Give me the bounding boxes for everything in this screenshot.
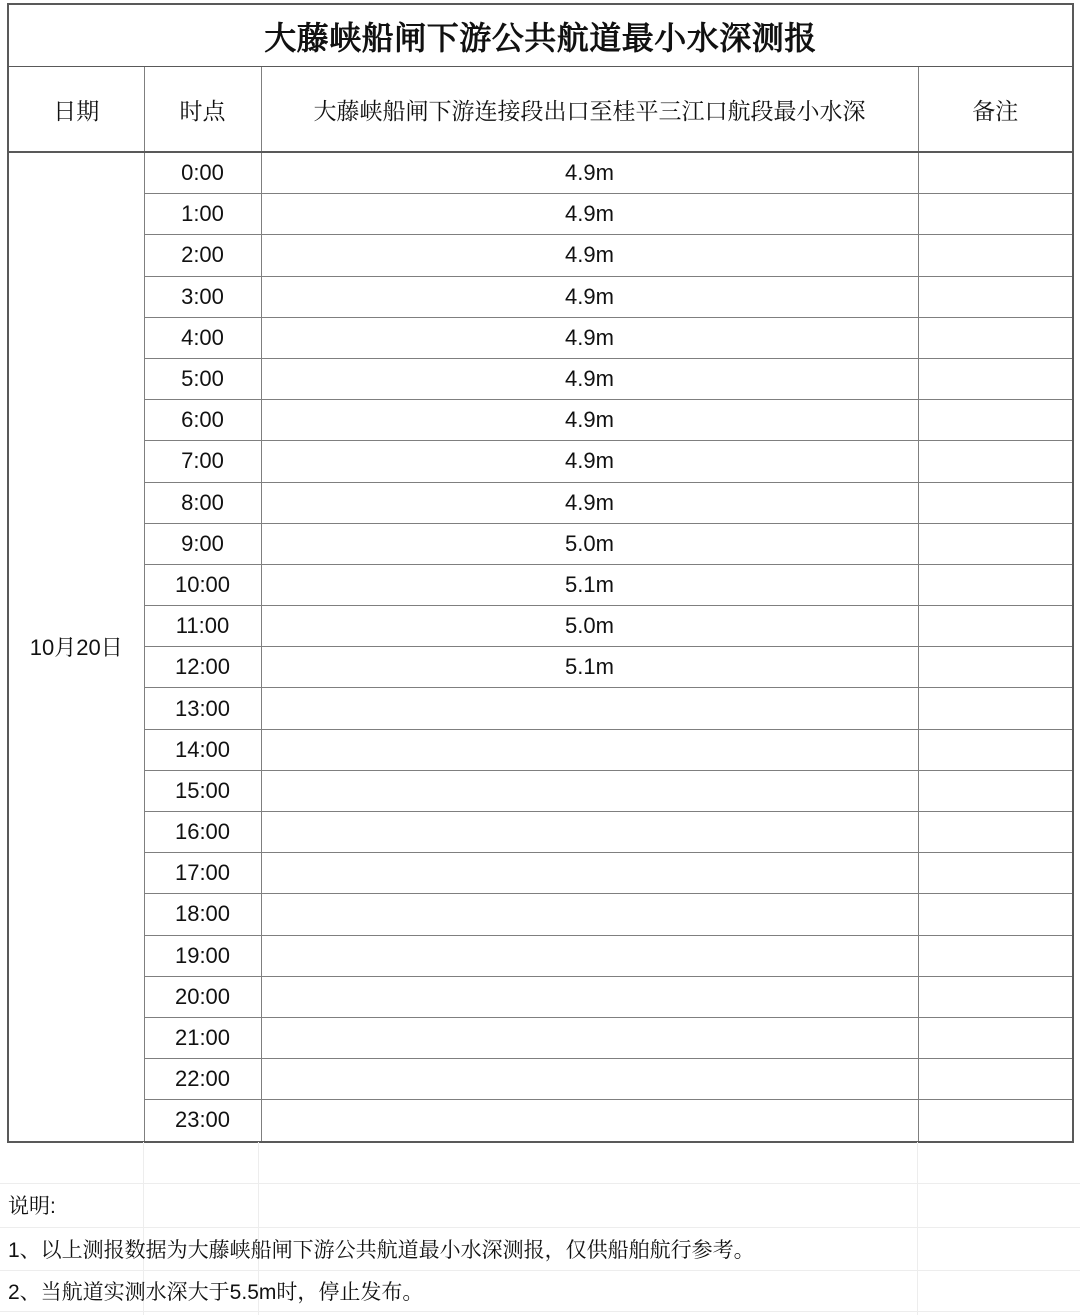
time-cell: 13:00 [144,688,261,729]
remark-cell [918,1100,1073,1142]
table-row [8,729,1073,770]
time-cell: 19:00 [144,935,261,976]
remark-cell [918,523,1073,564]
time-cell: 1:00 [144,194,261,235]
time-cell: 0:00 [144,152,261,194]
table-row [8,1059,1073,1100]
notes-label: 说明: [8,1195,56,1218]
remark-cell [918,770,1073,811]
table-row [8,482,1073,523]
water-depth-table [7,3,1074,1143]
remark-cell [918,564,1073,605]
time-cell: 7:00 [144,441,261,482]
depth-cell: 4.9m [261,152,918,194]
table-row [8,152,1073,194]
remark-cell [918,400,1073,441]
remark-cell [918,1059,1073,1100]
remark-cell [918,647,1073,688]
table-row [8,853,1073,894]
depth-cell: 4.9m [261,317,918,358]
depth-cell [261,729,918,770]
time-cell: 14:00 [144,729,261,770]
column-header-date: 日期 [8,67,144,153]
depth-cell: 5.0m [261,523,918,564]
column-header-time: 时点 [144,67,261,153]
remark-cell [918,894,1073,935]
table-row [8,935,1073,976]
note-item-2: 2、当航道实测水深大于5.5m时，停止发布。 [8,1280,424,1304]
time-cell: 18:00 [144,894,261,935]
table-row [8,812,1073,853]
time-cell: 23:00 [144,1100,261,1142]
depth-cell [261,770,918,811]
remark-cell [918,688,1073,729]
depth-cell: 4.9m [261,276,918,317]
remark-cell [918,235,1073,276]
depth-cell: 4.9m [261,482,918,523]
time-cell: 5:00 [144,358,261,399]
time-cell: 17:00 [144,853,261,894]
table-row [8,1017,1073,1058]
remark-cell [918,729,1073,770]
depth-cell [261,894,918,935]
remark-cell [918,976,1073,1017]
depth-cell: 5.1m [261,647,918,688]
notes-section [0,1142,1080,1315]
depth-cell: 4.9m [261,358,918,399]
time-cell: 20:00 [144,976,261,1017]
time-cell: 4:00 [144,317,261,358]
date-cell: 10月20日 [8,152,144,1142]
remark-cell [918,152,1073,194]
time-cell: 16:00 [144,812,261,853]
time-cell: 21:00 [144,1017,261,1058]
table-row [8,688,1073,729]
time-cell: 9:00 [144,523,261,564]
depth-cell [261,976,918,1017]
table-row [8,400,1073,441]
depth-cell [261,688,918,729]
note-item-1: 1、以上测报数据为大藤峡船闸下游公共航道最小水深测报，仅供船舶航行参考。 [8,1238,755,1262]
depth-cell: 4.9m [261,441,918,482]
table-row [8,194,1073,235]
depth-cell [261,1100,918,1142]
grid-hline [0,1311,1080,1312]
table-row [8,564,1073,605]
depth-cell: 4.9m [261,235,918,276]
time-cell: 8:00 [144,482,261,523]
table-row [8,770,1073,811]
table-row [8,647,1073,688]
time-cell: 22:00 [144,1059,261,1100]
time-cell: 15:00 [144,770,261,811]
depth-cell [261,1059,918,1100]
table-row [8,1100,1073,1142]
remark-cell [918,358,1073,399]
time-cell: 2:00 [144,235,261,276]
remark-cell [918,317,1073,358]
title-row [8,4,1073,67]
table-row [8,523,1073,564]
table-row [8,606,1073,647]
column-header-depth: 大藤峡船闸下游连接段出口至桂平三江口航段最小水深 [261,67,918,153]
time-cell: 12:00 [144,647,261,688]
remark-cell [918,853,1073,894]
remark-cell [918,935,1073,976]
depth-cell: 4.9m [261,400,918,441]
time-cell: 6:00 [144,400,261,441]
header-row [8,67,1073,153]
depth-cell [261,853,918,894]
time-cell: 3:00 [144,276,261,317]
table-row [8,276,1073,317]
time-cell: 10:00 [144,564,261,605]
time-cell: 11:00 [144,606,261,647]
depth-cell [261,935,918,976]
page-title: 大藤峡船闸下游公共航道最小水深测报 [8,4,1073,67]
table-row [8,358,1073,399]
depth-cell: 4.9m [261,194,918,235]
remark-cell [918,276,1073,317]
table-row [8,235,1073,276]
table-row [8,441,1073,482]
table-row [8,317,1073,358]
depth-cell [261,1017,918,1058]
remark-cell [918,1017,1073,1058]
remark-cell [918,606,1073,647]
table-row [8,976,1073,1017]
depth-cell: 5.0m [261,606,918,647]
column-header-remark: 备注 [918,67,1073,153]
depth-cell: 5.1m [261,564,918,605]
remark-cell [918,441,1073,482]
remark-cell [918,482,1073,523]
table-row [8,894,1073,935]
remark-cell [918,812,1073,853]
remark-cell [918,194,1073,235]
depth-cell [261,812,918,853]
